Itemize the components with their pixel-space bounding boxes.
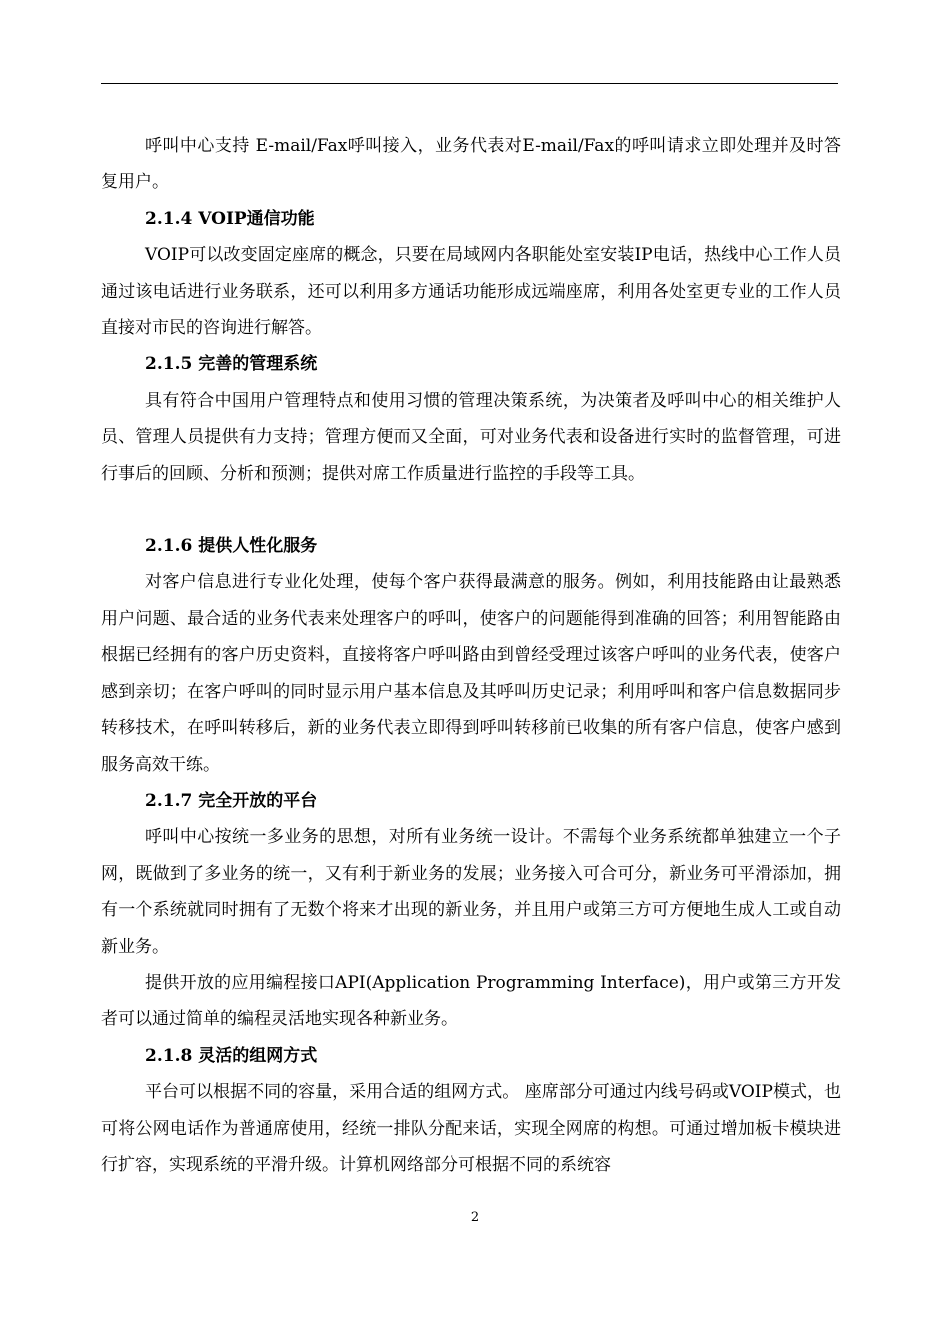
section-heading: 2.1.8 灵活的组网方式 — [145, 1045, 318, 1066]
section-heading: 2.1.6 提供人性化服务 — [145, 536, 318, 557]
header-rule — [101, 83, 838, 84]
paragraph: 呼叫中心按统一多业务的思想，对所有业务统一设计。不需每个业务系统都单独建立一个子网，既做到了多业务的统一，又有利于新业务的发展；业务接入可合可分，新业务可平滑添加，拥有一个系统就同时拥有了无数个将来才出现的新业务，并且用户或第三方可方便地生成人工或自动新业务。 — [101, 827, 841, 957]
paragraph: 提供开放的应用编程接口API(Application Programming Interface)，用户或第三方开发者可以通过简单的编程灵活地实现各种新业务。 — [101, 972, 841, 1030]
paragraph: 对客户信息进行专业化处理，使每个客户获得最满意的服务。例如，利用技能路由让最熟悉用户问题、最合适的业务代表来处理客户的呼叫，使客户的问题能得到准确的回答；利用智能路由根据已经拥有的客户历史资料，直接将客户呼叫路由到曾经受理过该客户呼叫的业务代表，使客户感到亲切；在客户呼叫的同时显示用户基本信息及其呼叫历史记录；利用呼叫和客户信息数据同步转移技术，在呼叫转移后，新的业务代表立即得到呼叫转移前已收集的所有客户信息，使客户感到服务高效干练。 — [101, 572, 841, 775]
paragraph: VOIP可以改变固定座席的概念，只要在局域网内各职能处室安装IP电话，热线中心工作人员通过该电话进行业务联系，还可以利用多方通话功能形成远端座席，利用各处室更专业的工作人员直接对市民的咨询进行解答。 — [101, 245, 841, 339]
section-heading: 2.1.5 完善的管理系统 — [145, 354, 318, 375]
paragraph: 具有符合中国用户管理特点和使用习惯的管理决策系统，为决策者及呼叫中心的相关维护人员、管理人员提供有力支持；管理方便而又全面，可对业务代表和设备进行实时的监督管理，可进行事后的回顾、分析和预测；提供对席工作质量进行监控的手段等工具。 — [101, 390, 841, 484]
paragraph: 呼叫中心支持 E-mail/Fax呼叫接入，业务代表对E-mail/Fax的呼叫请求立即处理并及时答复用户。 — [101, 136, 841, 193]
paragraph: 平台可以根据不同的容量，采用合适的组网方式。 座席部分可通过内线号码或VOIP模式，也可将公网电话作为普通席使用，经统一排队分配来话，实现全网席的构想。可通过增加板卡模块进行扩容，实现系统的平滑升级。计算机网络部分可根据不同的系统容 — [101, 1082, 841, 1175]
document-body — [101, 128, 841, 1183]
section-heading: 2.1.7 完全开放的平台 — [145, 790, 318, 811]
blank-line — [101, 492, 841, 528]
section-heading: 2.1.4 VOIP通信功能 — [145, 208, 315, 229]
page-number: 2 — [470, 1210, 480, 1225]
